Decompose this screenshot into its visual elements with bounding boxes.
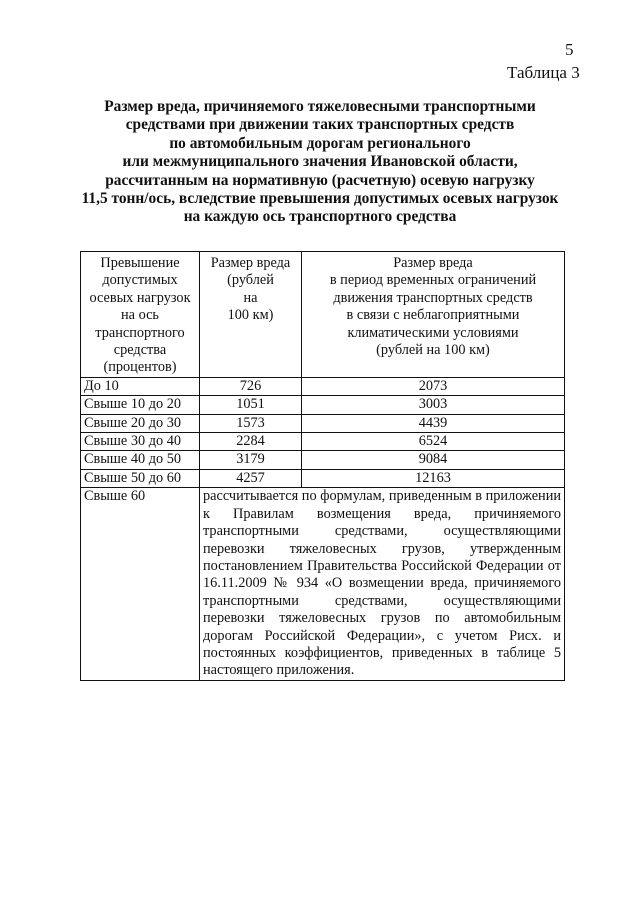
cell-harm-limited: 12163	[302, 469, 565, 487]
table-row-last	[81, 488, 565, 680]
cell-harm: 3179	[200, 451, 302, 469]
cell-exceed: Свыше 10 до 20	[81, 396, 200, 414]
heading-line: на каждую ось транспортного средства	[183, 208, 457, 226]
cell-harm: 2284	[200, 433, 302, 451]
table-row	[81, 469, 565, 487]
cell-exceed: Свыше 20 до 30	[81, 414, 200, 432]
cell-exceed: Свыше 50 до 60	[81, 469, 200, 487]
cell-harm: 1573	[200, 414, 302, 432]
header-exceed: Превышение допустимых осевых нагрузок на ось транспортного средства (процентов)	[81, 252, 200, 378]
page-number: 5	[565, 40, 574, 59]
table-row	[81, 414, 565, 432]
cell-harm-limited: 3003	[302, 396, 565, 414]
table-heading	[60, 98, 580, 227]
cell-harm: 1051	[200, 396, 302, 414]
cell-exceed: Свыше 60	[81, 488, 200, 680]
heading-line: Размер вреда, причиняемого тяжеловесными транспортными	[104, 98, 536, 115]
header-harm-limited: Размер вреда в период временных ограничений движения транспортных средств в связи с неблагоприятными климатическими условиями (рублей на 100 км)	[302, 252, 565, 378]
cell-harm: 4257	[200, 469, 302, 487]
cell-exceed: Свыше 40 до 50	[81, 451, 200, 469]
cell-harm-limited: 2073	[302, 377, 565, 395]
cell-harm-limited: 4439	[302, 414, 565, 432]
heading-line: рассчитанным на нормативную (расчетную) осевую нагрузку	[105, 171, 535, 189]
cell-exceed: До 10	[81, 377, 200, 395]
heading-line: по автомобильным дорогам регионального	[169, 134, 471, 152]
damage-table	[80, 251, 565, 681]
heading-line: или межмуниципального значения Ивановской области,	[122, 153, 518, 171]
cell-harm-limited: 6524	[302, 433, 565, 451]
cell-formula-note: рассчитывается по формулам, приведенным в приложении к Правилам возмещения вреда, причиняемого транспортными средствами, осуществляющими перевозки тяжеловесных грузов, утвержденным постановлением Правительства Российской Федерации от 16.11.2009 № 934 «О возмещении вреда, причиняемого транспортными средствами, осуществляющими перевозки тяжеловесных грузов по автомобильным дорогам Российской Федерации», с учетом Pисх. и постоянных коэффициентов, приведенных в таблице 5 настоящего приложения.	[200, 488, 565, 680]
table-row	[81, 396, 565, 414]
cell-exceed: Свыше 30 до 40	[81, 433, 200, 451]
cell-harm: 726	[200, 377, 302, 395]
header-harm: Размер вреда (рублей на 100 км)	[200, 252, 302, 378]
table-label: Таблица 3	[507, 63, 580, 82]
table-row	[81, 377, 565, 395]
table-header-row	[81, 252, 565, 378]
cell-harm-limited: 9084	[302, 451, 565, 469]
table-row	[81, 451, 565, 469]
heading-line: средствами при движении таких транспортных средств	[125, 116, 515, 134]
table-row	[81, 433, 565, 451]
heading-line: 11,5 тонн/ось, вследствие превышения допустимых осевых нагрузок	[81, 190, 559, 208]
